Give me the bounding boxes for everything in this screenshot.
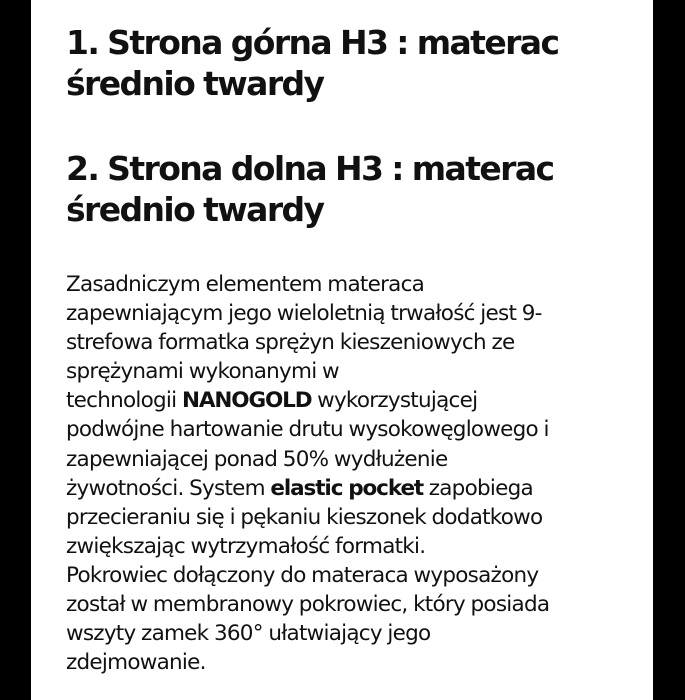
heading-top-side-line-1: 1. Strona górna H3 : materac <box>66 23 559 62</box>
heading-bottom-side <box>66 148 626 230</box>
paragraph-line: przecieraniu się i pękaniu kieszonek dodatkowo <box>66 504 543 530</box>
heading-bottom-side-line-2: średnio twardy <box>66 190 324 229</box>
paragraph-line <box>66 474 651 503</box>
paragraph-line: zapewniającym jego wieloletnią trwałość jest 9- <box>66 301 542 327</box>
paragraph-line: zdejmowanie. <box>66 650 206 676</box>
paragraph-text: zapobiega <box>423 475 533 501</box>
paragraph-line: zapewniającej ponad 50% wydłużenie <box>66 446 448 472</box>
paragraph-text: wykorzystującej <box>311 388 478 414</box>
paragraph-line: sprężynami wykonanymi w <box>66 359 339 385</box>
paragraph-text: żywotności. System <box>66 475 271 501</box>
paragraph-line: Pokrowiec dołączony do materaca wyposażony <box>66 562 539 588</box>
paragraph-text: technologii <box>66 388 182 414</box>
paragraph-line: strefowa formatka sprężyn kieszeniowych ze <box>66 330 515 356</box>
elastic-pocket-term: elastic pocket <box>270 475 424 501</box>
paragraph-line: Zasadniczym elementem materaca <box>66 272 425 297</box>
paragraph-line: został w membranowy pokrowiec, który posiada <box>66 592 550 618</box>
description-paragraph <box>66 270 651 677</box>
heading-bottom-side-line-1: 2. Strona dolna H3 : materac <box>66 149 554 188</box>
document-page <box>31 0 653 700</box>
heading-top-side <box>66 22 626 104</box>
paragraph-line: zwiększając wytrzymałość formatki. <box>66 533 426 559</box>
heading-top-side-line-2: średnio twardy <box>66 64 324 103</box>
paragraph-line <box>66 386 651 415</box>
nanogold-term: NANOGOLD <box>181 388 312 414</box>
paragraph-line: podwójne hartowanie drutu wysokowęglowego i <box>66 417 549 443</box>
paragraph-line: wszyty zamek 360° ułatwiający jego <box>66 621 431 647</box>
